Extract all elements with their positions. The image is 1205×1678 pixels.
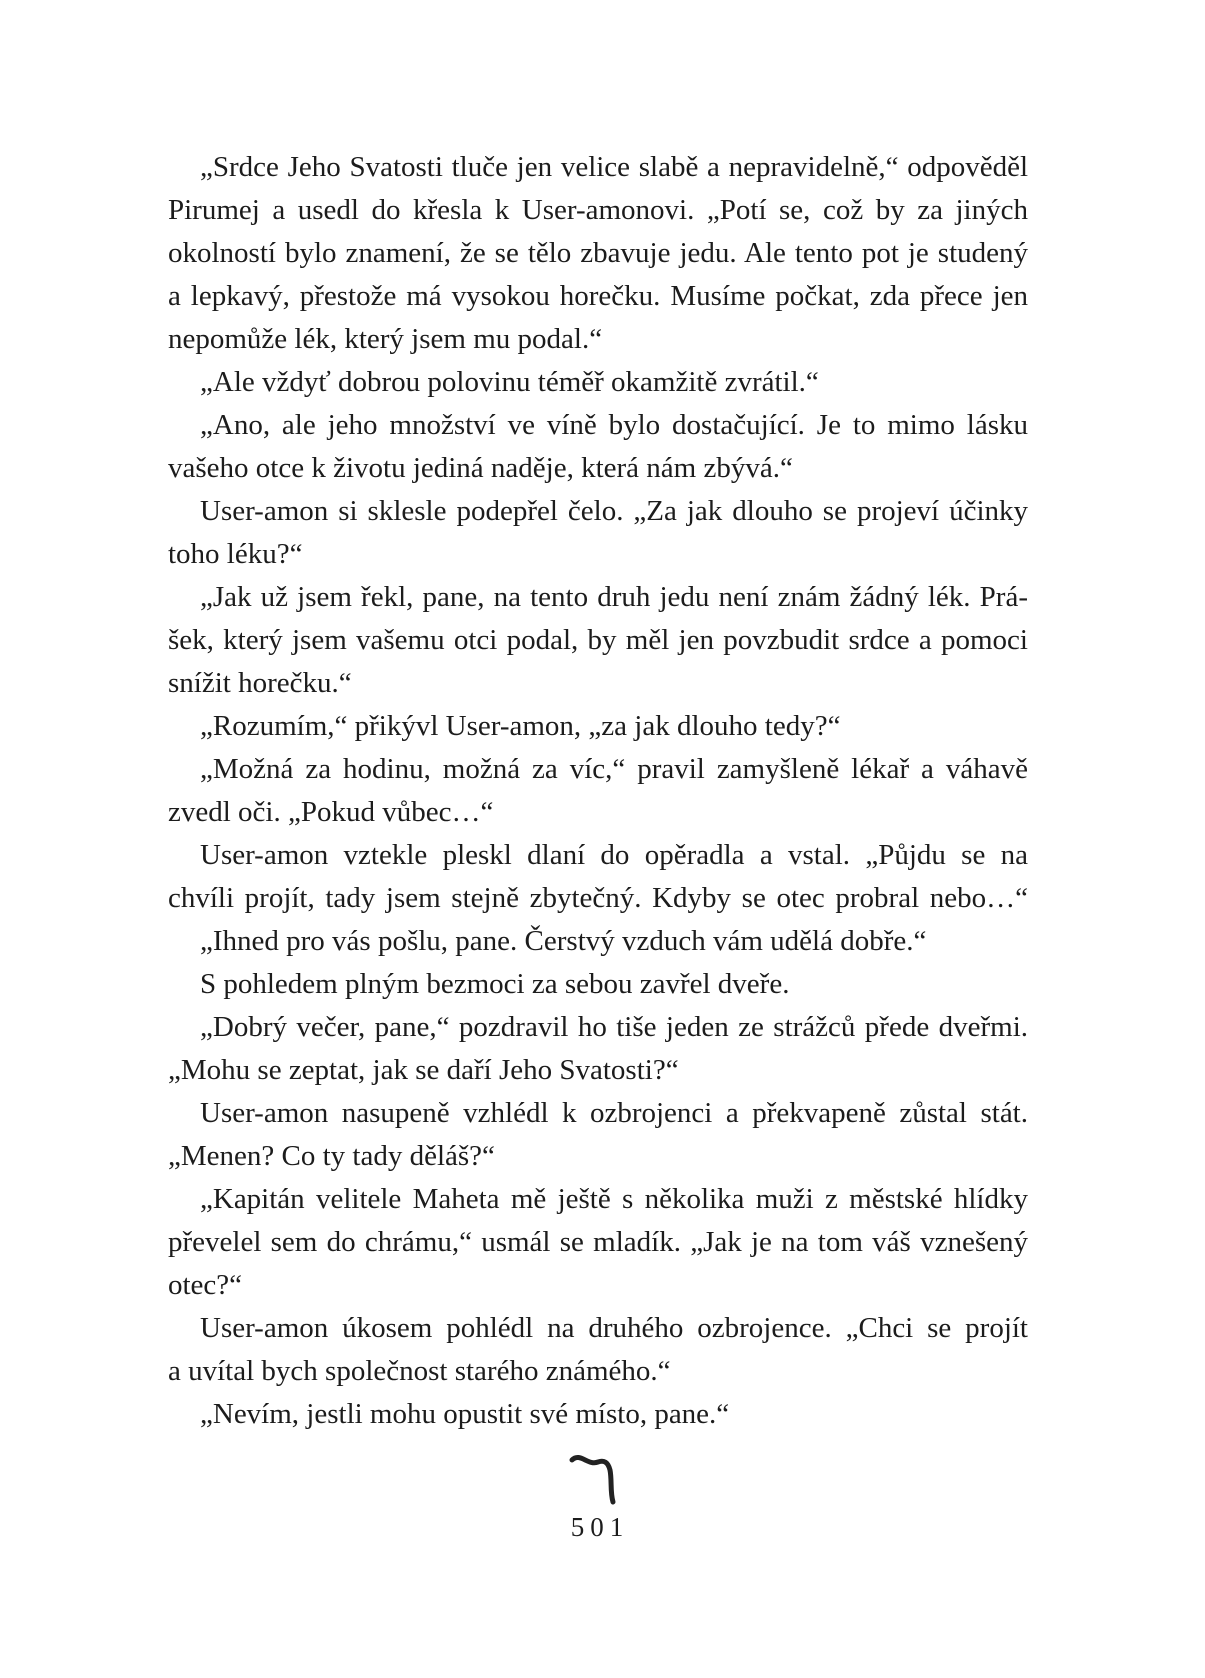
text-line: „Ale vždyť dobrou polovinu téměř okamžitě zvrátil.“ bbox=[200, 366, 819, 398]
text-line: Pirumej a usedl do křesla k User-amonovi. „Potí se, což by za jiných bbox=[168, 194, 1028, 226]
text-line: vašeho otce k životu jediná naděje, která nám zbývá.“ bbox=[168, 452, 793, 484]
page-number: 501 bbox=[570, 1512, 630, 1542]
text-line: S pohledem plným bezmoci za sebou zavřel dveře. bbox=[200, 968, 790, 1000]
text-line: snížit horečku.“ bbox=[168, 667, 352, 699]
text-line: nepomůže lék, který jsem mu podal.“ bbox=[168, 323, 603, 355]
text-line: převelel sem do chrámu,“ usmál se mladík. „Jak je na tom váš vznešený bbox=[168, 1226, 1028, 1258]
text-line: „Ano, ale jeho množství ve víně bylo dostačující. Je to mimo lásku bbox=[200, 409, 1028, 441]
text-line: a uvítal bych společnost starého známého.“ bbox=[168, 1355, 671, 1387]
text-line: User-amon vztekle pleskl dlaní do opěradla a vstal. „Půjdu se na bbox=[200, 839, 1028, 871]
text-line: „Mohu se zeptat, jak se daří Jeho Svatosti?“ bbox=[168, 1054, 679, 1086]
text-line: „Dobrý večer, pane,“ pozdravil ho tiše jeden ze strážců přede dveřmi. bbox=[200, 1011, 1028, 1043]
text-line: chvíli projít, tady jsem stejně zbytečný. Kdyby se otec probral nebo…“ bbox=[168, 882, 1028, 914]
text-line: „Menen? Co ty tady děláš?“ bbox=[168, 1140, 495, 1172]
text-line: otec?“ bbox=[168, 1269, 243, 1301]
text-line: „Možná za hodinu, možná za víc,“ pravil zamyšleně lékař a váhavě bbox=[200, 753, 1028, 785]
text-line: toho léku?“ bbox=[168, 538, 303, 570]
text-line: „Ihned pro vás pošlu, pane. Čerstvý vzduch vám udělá dobře.“ bbox=[200, 925, 927, 957]
text-line: šek, který jsem vašemu otci podal, by měl jen povzbudit srdce a pomoci bbox=[168, 624, 1028, 656]
text-line: „Jak už jsem řekl, pane, na tento druh jedu není znám žádný lék. Prá- bbox=[200, 581, 1028, 613]
text-line: „Srdce Jeho Svatosti tluče jen velice slabě a nepravidelně,“ odpověděl bbox=[200, 151, 1028, 183]
hieroglyph-ornament-icon bbox=[566, 1448, 626, 1506]
text-line: a lepkavý, přestože má vysokou horečku. Musíme počkat, zda přece jen bbox=[168, 280, 1028, 312]
text-line: okolností bylo znamení, že se tělo zbavuje jedu. Ale tento pot je studený bbox=[168, 237, 1028, 269]
body-text bbox=[168, 146, 1028, 1436]
text-line: „Kapitán velitele Maheta mě ještě s několika muži z městské hlídky bbox=[200, 1183, 1028, 1215]
text-line: User-amon nasupeně vzhlédl k ozbrojenci a překvapeně zůstal stát. bbox=[200, 1097, 1028, 1129]
text-line: „Nevím, jestli mohu opustit své místo, pane.“ bbox=[200, 1398, 730, 1430]
text-line: zvedl oči. „Pokud vůbec…“ bbox=[168, 796, 494, 828]
text-line: User-amon si sklesle podepřel čelo. „Za jak dlouho se projeví účinky bbox=[200, 495, 1028, 527]
text-line: User-amon úkosem pohlédl na druhého ozbrojence. „Chci se projít bbox=[200, 1312, 1028, 1344]
text-line: „Rozumím,“ přikývl User-amon, „za jak dlouho tedy?“ bbox=[200, 710, 841, 742]
